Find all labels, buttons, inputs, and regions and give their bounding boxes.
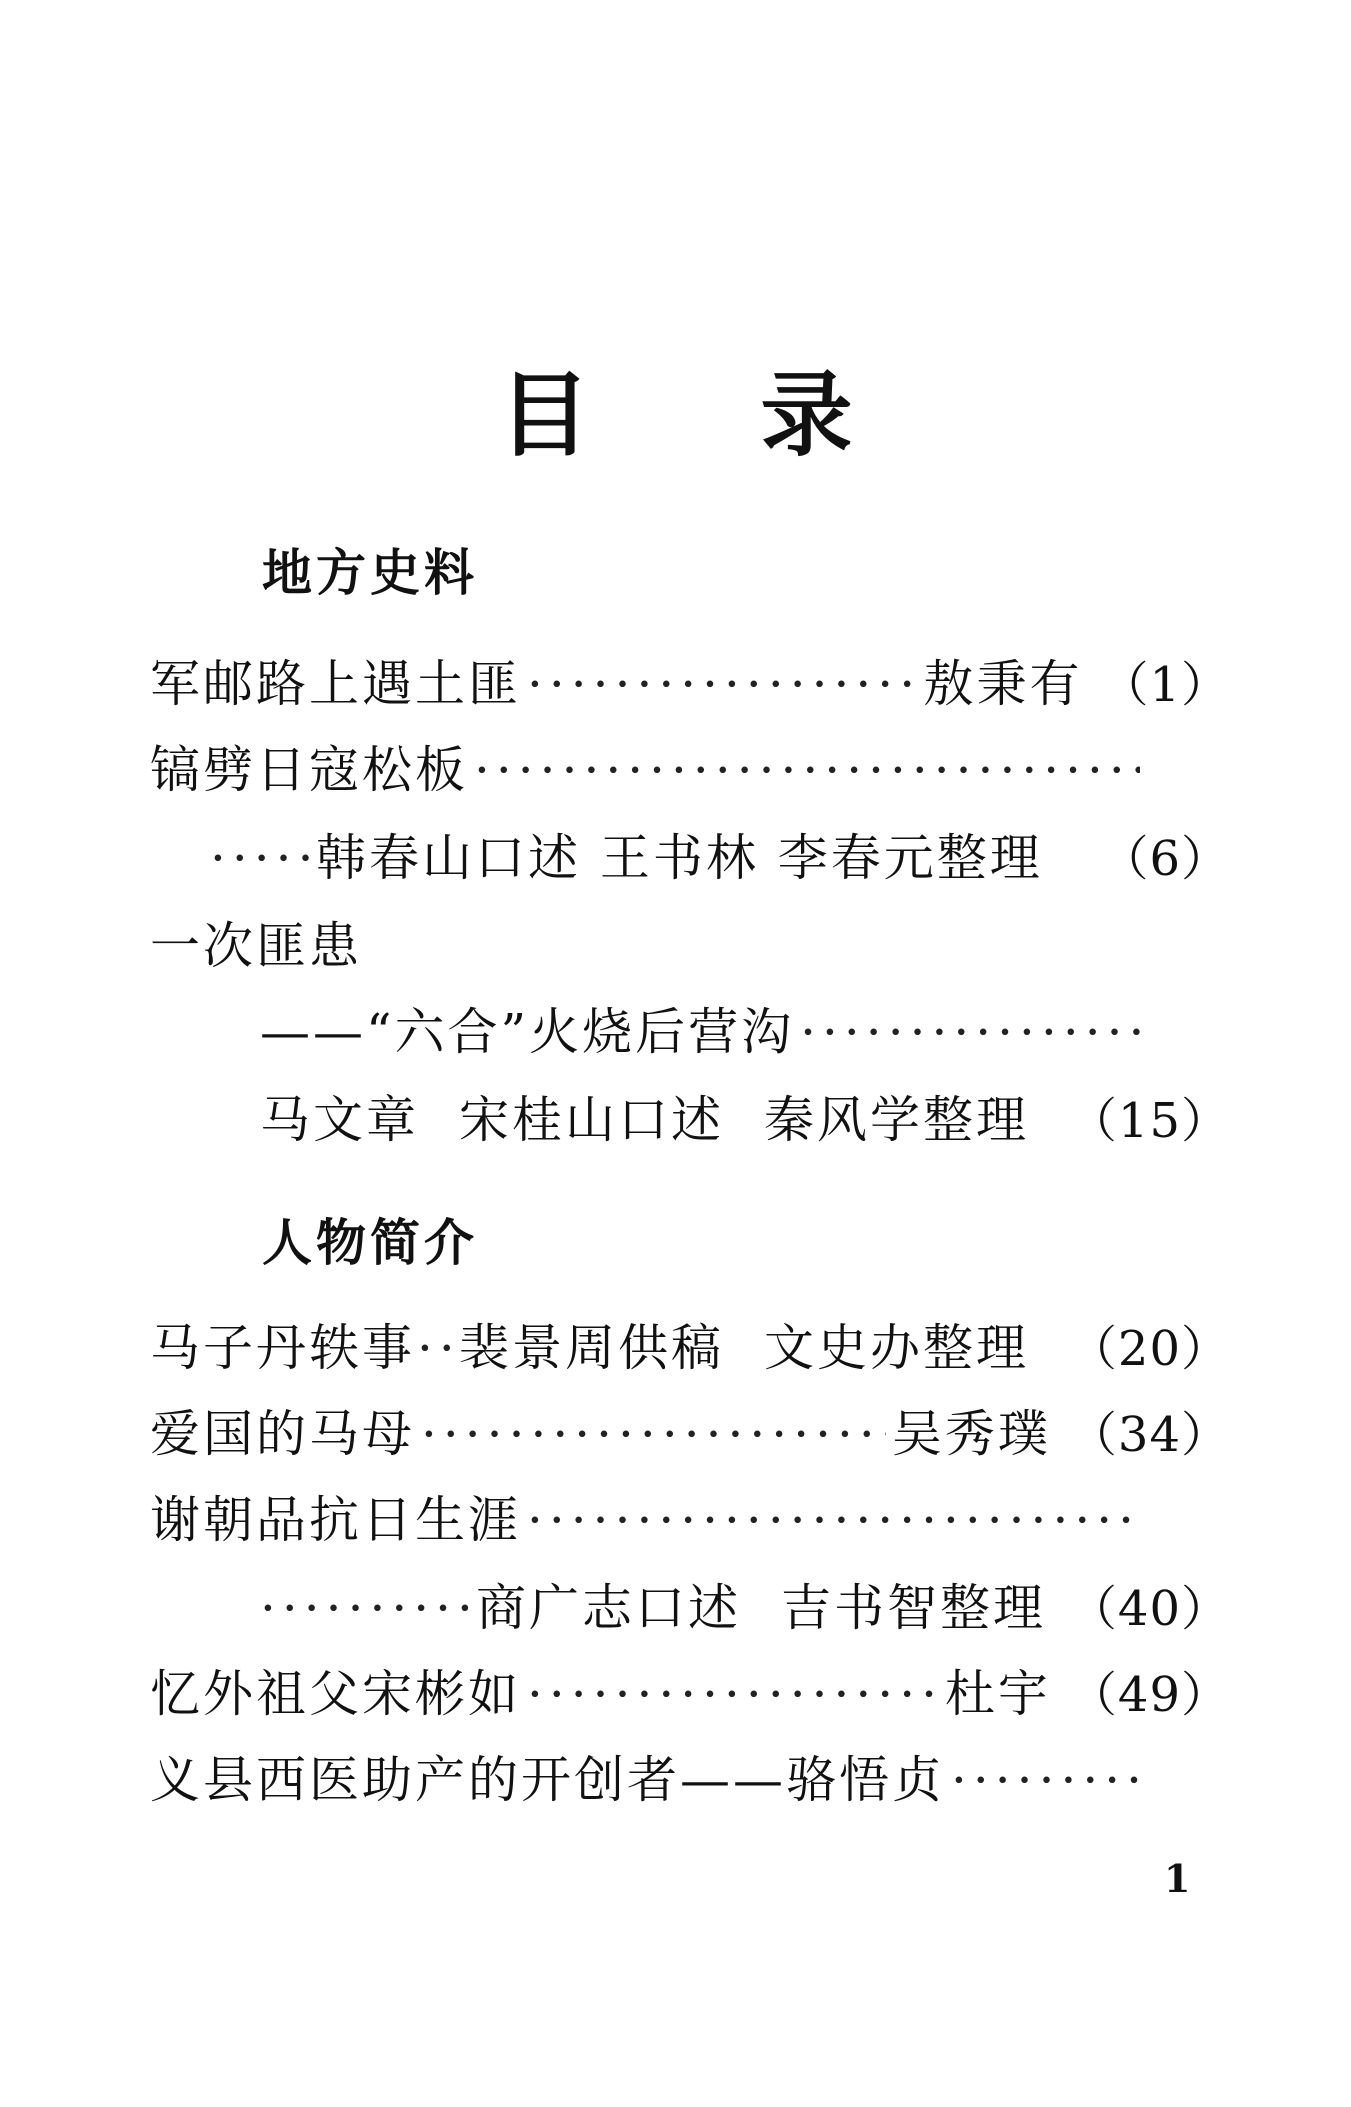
title-char-1: 目 (498, 362, 591, 469)
title-char-2: 录 (760, 362, 853, 469)
entry-title: 谢朝品抗日生涯 (150, 1491, 521, 1549)
section-heading-local-history: 地方史料 (262, 544, 478, 602)
entry-title: 义县西医助产的开创者——骆悟贞 (150, 1751, 945, 1809)
entry-credit-c: 秦风学整理 (764, 1091, 1029, 1149)
entry-credit-a: 商广志口述 (476, 1579, 741, 1637)
entry-credit-b: 吉书智整理 (781, 1579, 1046, 1637)
entry-credit-a: 裴景周供稿 (459, 1319, 724, 1377)
entry-title: 镐劈日寇松板 (150, 741, 468, 799)
toc-entry-continuation[interactable] (210, 828, 1230, 888)
leader-dots (527, 654, 917, 714)
page-title (0, 362, 1351, 469)
leader-dots (527, 1664, 939, 1724)
toc-entry[interactable] (150, 1404, 1230, 1464)
leader-dots (800, 1002, 1140, 1062)
toc-entry[interactable] (150, 1664, 1230, 1724)
entry-author: 杜宇 (944, 1665, 1051, 1723)
entry-page: （49） (1068, 1667, 1230, 1723)
toc-entry-subtitle[interactable] (260, 1002, 1230, 1062)
toc-entry[interactable] (150, 1490, 1230, 1550)
entry-title: 爱国的马母 (150, 1405, 415, 1463)
entry-page: （34） (1068, 1407, 1230, 1463)
entry-page: （1） (1100, 657, 1230, 713)
leader-dots (210, 828, 310, 888)
entry-page: （20） (1068, 1321, 1230, 1377)
entry-credit-a: 马文章 (260, 1091, 419, 1149)
leader-dots (527, 1490, 1140, 1550)
page-number: 1 (1164, 1856, 1191, 1901)
entry-title: 一次匪患 (150, 917, 362, 975)
leader-dots (417, 1318, 457, 1378)
entry-author: 吴秀璞 (891, 1405, 1051, 1463)
toc-entry-continuation[interactable] (260, 1578, 1230, 1638)
toc-entry[interactable] (150, 654, 1230, 714)
entry-title: 忆外祖父宋彬如 (150, 1665, 521, 1723)
entry-page: （15） (1068, 1093, 1230, 1149)
entry-credit-b: 宋桂山口述 (459, 1091, 724, 1149)
entry-title: 马子丹轶事 (150, 1319, 415, 1377)
leader-dots (951, 1750, 1140, 1810)
leader-dots (260, 1578, 470, 1638)
toc-entry[interactable] (150, 1750, 1230, 1810)
leader-dots (421, 1404, 886, 1464)
entry-page: （6） (1100, 831, 1230, 887)
entry-credit-b: 文史办整理 (764, 1319, 1029, 1377)
entry-author: 敖秉有 (923, 655, 1083, 713)
entry-title: 军邮路上遇土匪 (150, 655, 521, 713)
entry-subtitle: ——“六合”火烧后营沟 (260, 1003, 795, 1061)
leader-dots (474, 740, 1140, 800)
entry-credits: 韩春山口述 王书林 李春元整理 (316, 829, 1043, 887)
toc-entry[interactable] (150, 1318, 1230, 1378)
toc-entry[interactable] (150, 916, 1230, 976)
section-heading-biographies: 人物简介 (262, 1214, 478, 1272)
toc-entry-continuation[interactable] (260, 1090, 1230, 1150)
toc-entry[interactable] (150, 740, 1230, 800)
entry-page: （40） (1068, 1581, 1230, 1637)
